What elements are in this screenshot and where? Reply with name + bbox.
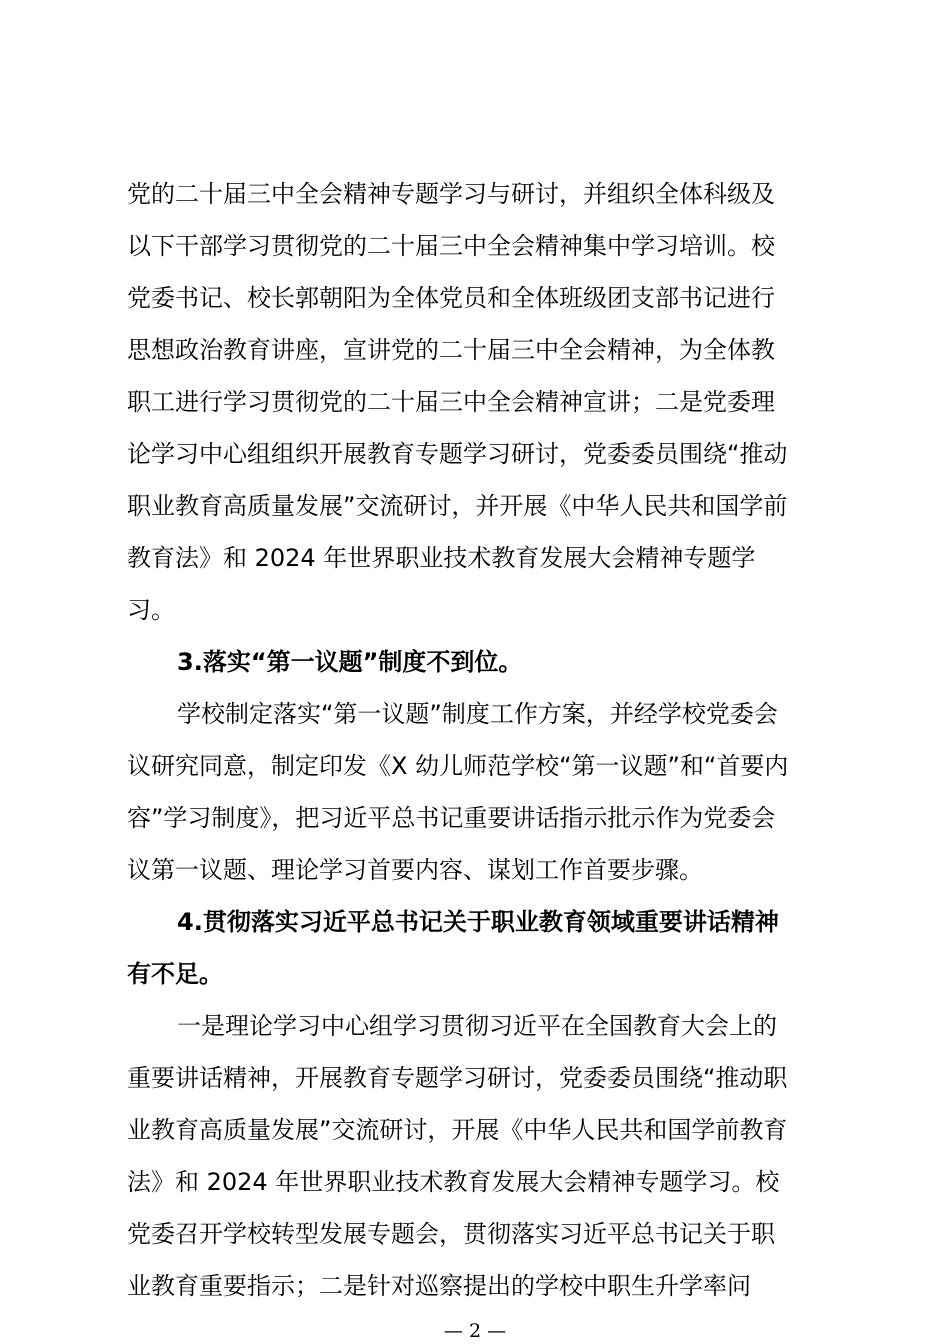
section-heading-4-line-2: 有不足。: [127, 960, 223, 988]
paragraph-1-line-4: 思想政治教育讲座，宣讲党的二十届三中全会精神，为全体教: [127, 336, 775, 364]
page-number: — 2 —: [443, 1320, 507, 1342]
paragraph-2-line-2: 议研究同意，制定印发《X 幼儿师范学校“第一议题”和“首要内: [127, 752, 789, 780]
paragraph-3-line-4: 法》和 2024 年世界职业技术教育发展大会精神专题学习。校: [127, 1168, 780, 1196]
section-heading-3: 3.落实“第一议题”制度不到位。: [177, 648, 523, 676]
paragraph-3-line-1: 一是理论学习中心组学习贯彻习近平在全国教育大会上的: [177, 1012, 777, 1040]
section-heading-4-line-1: 4.贯彻落实习近平总书记关于职业教育领域重要讲话精神: [177, 908, 779, 936]
paragraph-3-line-3: 业教育高质量发展”交流研讨，开展《中华人民共和国学前教育: [127, 1116, 788, 1144]
paragraph-1-line-2: 以下干部学习贯彻党的二十届三中全会精神集中学习培训。校: [127, 232, 775, 260]
paragraph-1-line-9: 习。: [127, 596, 175, 624]
paragraph-2-line-1: 学校制定落实“第一议题”制度工作方案，并经学校党委会: [177, 700, 778, 728]
paragraph-1-line-5: 职工进行学习贯彻党的二十届三中全会精神宣讲；二是党委理: [127, 388, 775, 416]
paragraph-1-line-3: 党委书记、校长郭朝阳为全体党员和全体班级团支部书记进行: [127, 284, 775, 312]
paragraph-1-line-7: 职业教育高质量发展”交流研讨，并开展《中华人民共和国学前: [127, 492, 788, 520]
paragraph-2-line-3: 容”学习制度》，把习近平总书记重要讲话指示批示作为党委会: [127, 804, 776, 832]
paragraph-3-line-2: 重要讲话精神，开展教育专题学习研讨，党委委员围绕“推动职: [127, 1064, 788, 1092]
paragraph-3-line-5: 党委召开学校转型发展专题会，贯彻落实习近平总书记关于职: [127, 1220, 775, 1248]
paragraph-1-line-8: 教育法》和 2024 年世界职业技术教育发展大会精神专题学: [127, 544, 756, 572]
paragraph-2-line-4: 议第一议题、理论学习首要内容、谋划工作首要步骤。: [127, 856, 703, 884]
paragraph-1-line-1: 党的二十届三中全会精神专题学习与研讨，并组织全体科级及: [127, 180, 775, 208]
paragraph-3-line-6: 业教育重要指示；二是针对巡察提出的学校中职生升学率问: [127, 1272, 751, 1300]
paragraph-1-line-6: 论学习中心组组织开展教育专题学习研讨，党委委员围绕“推动: [127, 440, 788, 468]
